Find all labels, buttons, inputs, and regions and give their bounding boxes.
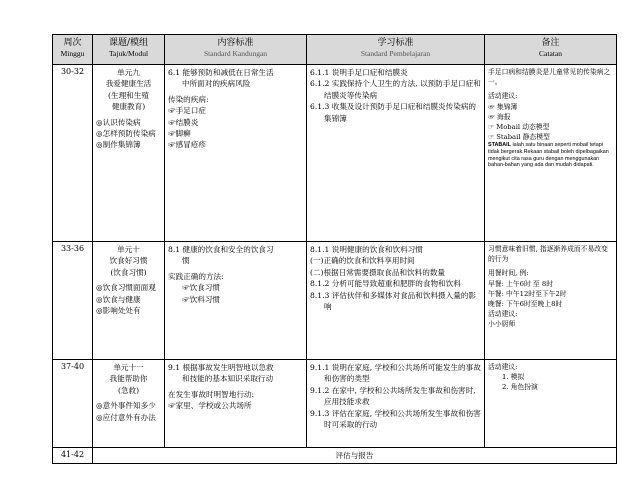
learning-subitem: (二)根据日常需要摄取食品和饮料的数量: [310, 267, 446, 277]
learning-standard-cell: [307, 65, 485, 242]
notes-cell: [485, 65, 617, 242]
learning-item: 9.1.2 在家中, 学校和公共场所发生事故和伤害时, 应用技能求救: [310, 385, 476, 407]
learning-item: 8.1.3 评估伙伴和多媒体对食品和饮料摄入量的影响: [310, 290, 477, 312]
notes-meal-title: 用餐时间, 例:: [488, 269, 529, 278]
learning-item: 6.1.1 说明手足口症和结膜炎: [310, 68, 408, 77]
content-sub-item: ☞脚癣: [168, 129, 191, 139]
notes-intro: 习惯意味着旧惯, 指逐渐养成而不易改变的行为: [488, 245, 608, 264]
notes-meal: 午餐: 中午12时至下午2时: [488, 289, 567, 298]
learning-item: 9.1.1 说明在家庭, 学校和公共场所可能发生的事故和伤害的类型: [310, 363, 481, 384]
unit-title: 单元十: [117, 245, 140, 254]
unit-subtitle: 健康教育): [111, 102, 146, 112]
topic-item: ◎意外事件知多少: [96, 401, 156, 411]
unit-subtitle: (急救): [117, 385, 140, 395]
notes-meal: 早餐: 上午6时 至 8时: [488, 279, 553, 288]
summary-cell: 评估与报告: [93, 448, 617, 464]
header-content-standard: 内容标准 Standard Kandungan: [165, 35, 307, 65]
week-cell: 41-42: [53, 448, 93, 464]
topic-cell: [93, 242, 165, 360]
week-cell: 37-40: [53, 360, 93, 448]
learning-standard-cell: [307, 360, 485, 448]
learning-item: 8.1.2 分析可能导致超重和肥胖的食物和饮料: [310, 279, 461, 289]
notes-intro: 手足口病和结膜炎是儿童常见的传染病之一。: [488, 68, 611, 87]
notes-item: 小小厨师: [488, 320, 516, 329]
notes-meal: 晚餐: 下午6时至晚上8时: [488, 300, 563, 309]
notes-title: 活动建议:: [488, 310, 518, 319]
notes-item: 2. 角色扮演: [502, 383, 538, 392]
unit-title: 单元九: [117, 68, 140, 77]
content-standard-cell: [165, 242, 307, 360]
content-sub-item: ☞感冒疮疹: [168, 140, 206, 150]
unit-subtitle: (生理和生殖: [108, 90, 149, 100]
content-line: 和技能的基本知识采取行动: [182, 374, 274, 384]
lesson-plan-table: [52, 34, 617, 464]
week-cell: 33-36: [53, 242, 93, 360]
notes-malay-desc: ialah satu binaan seperti mobail tetapi tidak bergerak.Rekaan stabail boleh dipelbagaikan mengikut cita rasa guru dengan menggunakan bahan-bahan yang ada dan mudah didapati.: [488, 142, 609, 169]
content-sub-item: ☞手足口症: [168, 106, 206, 116]
unit-title: 我爱健康生活: [105, 79, 152, 89]
table-row: [53, 242, 617, 360]
header-week: 周次 Minggu: [53, 35, 93, 65]
notes-cell: [485, 242, 617, 360]
content-line: 9.1 根据事故发生明智地以急救: [168, 363, 274, 372]
content-line: 8.1 健康的饮食和安全的饮食习: [168, 245, 274, 254]
learning-item: 9.1.3 评估在家庭, 学校和公共场所发生事故和伤害时可采取的行动: [310, 408, 481, 430]
header-row: [53, 35, 617, 65]
notes-item: ☞ 集锦簿: [488, 102, 518, 111]
content-sub-item: ☞结膜炎: [168, 117, 199, 127]
notes-malay-text: [488, 142, 613, 168]
unit-title: 我能帮助你: [109, 374, 148, 384]
topic-item: ◎怎样预防传染病: [96, 129, 156, 139]
topic-item: ◎饮食习惯面面观: [96, 283, 156, 293]
content-sub-title: 传染的疾病:: [168, 94, 209, 104]
content-line: 6.1 能够预防和减低在日常生活: [168, 68, 274, 77]
unit-title: 单元十一: [113, 363, 144, 372]
notes-item: ☞ Stabail 静态模型: [488, 133, 550, 142]
learning-item: 6.1.2 实践保持个人卫生的方法, 以预防手足口症和结膜炎等传染病: [310, 79, 481, 100]
table-row: [53, 65, 617, 242]
unit-title: 饮食好习惯: [109, 256, 148, 266]
content-line: 惯: [182, 256, 190, 266]
header-topic: 课题/模组 Tajuk/Modul: [93, 35, 165, 65]
learning-item: 6.1.3 收集及设计预防手足口症和结膜炎传染病的集锦簿: [310, 102, 477, 123]
content-sub-item: ☞家里、学校或公共场所: [168, 401, 252, 411]
topic-cell: [93, 360, 165, 448]
learning-item: 8.1.1 说明健康的饮食和饮料习惯: [310, 245, 423, 254]
learning-subitem: (一)正确的饮食和饮料享用时间: [310, 256, 415, 266]
content-sub-item: ☞饮食习惯: [182, 283, 220, 293]
header-notes: 备注 Catatan: [485, 35, 617, 65]
content-sub-title: 在发生事故时明智地行动:: [168, 389, 255, 399]
topic-item: ◎应付意外有办法: [96, 412, 156, 422]
topic-item: ◎制作集锦簿: [96, 140, 141, 150]
notes-item: 1. 模拟: [502, 373, 525, 382]
header-learning-standard: 学习标准 Standard Pembelajaran: [307, 35, 485, 65]
notes-title: 活动建议:: [488, 363, 518, 371]
table-row-summary: [53, 448, 617, 464]
content-sub-item: ☞饮料习惯: [182, 294, 220, 304]
notes-title: 活动建议:: [488, 92, 518, 101]
notes-malay-term: STABAIL: [488, 142, 511, 149]
week-cell: 30-32: [53, 65, 93, 242]
topic-item: ◎饮食与健康: [96, 294, 141, 304]
content-standard-cell: [165, 65, 307, 242]
content-standard-cell: [165, 360, 307, 448]
notes-item: ☞ Mobail 动态模型: [488, 123, 550, 132]
notes-cell: [485, 360, 617, 448]
learning-standard-cell: [307, 242, 485, 360]
content-line: 中所面对的疾病风险: [182, 79, 251, 89]
notes-item: ☞ 海报: [488, 112, 511, 121]
topic-item: ◎影响处处有: [96, 306, 141, 316]
topic-cell: [93, 65, 165, 242]
topic-item: ◎认识传染病: [96, 117, 141, 127]
table-row: [53, 360, 617, 448]
content-sub-title: 实践正确的方法:: [168, 271, 224, 281]
unit-subtitle: (饮食习惯): [110, 267, 147, 277]
